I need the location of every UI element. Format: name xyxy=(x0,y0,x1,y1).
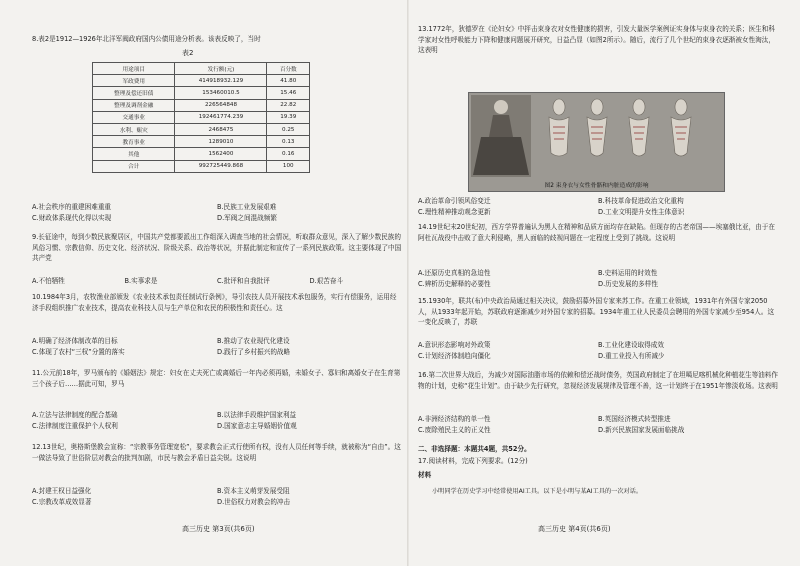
table-2-title: 表2 xyxy=(182,49,194,57)
option-d[interactable]: D.新兴民族国家发展面临挑战 xyxy=(598,426,685,434)
table-cell: 教育事业 xyxy=(93,136,175,148)
option-a[interactable]: A.政治革命引领风俗变迁 xyxy=(418,197,491,205)
table-cell: 192461774.239 xyxy=(175,111,267,123)
table-cell: 100 xyxy=(267,160,310,172)
option-a[interactable]: A.明确了经济体制改革的目标 xyxy=(32,337,118,345)
table-cell: 1289010 xyxy=(175,136,267,148)
question-8-options xyxy=(32,202,402,224)
option-b[interactable]: B.推动了农业现代化建设 xyxy=(217,337,290,345)
table-cell: 整理及调剂金融 xyxy=(93,99,175,111)
option-a[interactable]: A.立法与法律制度的配合基础 xyxy=(32,411,118,419)
option-d[interactable]: D.历史发展的多样性 xyxy=(598,280,658,288)
option-c[interactable]: C.宗教改革成效显著 xyxy=(32,498,92,506)
option-c[interactable]: C.废除殖民主义的正义性 xyxy=(418,426,491,434)
table-cell: 军政费用 xyxy=(93,75,175,87)
table-row xyxy=(93,99,310,111)
option-c[interactable]: C.体现了农村“三权”分置的落实 xyxy=(32,348,125,356)
option-b[interactable]: B.科技革命促进政治文化重构 xyxy=(598,197,684,205)
option-c[interactable]: C.法律制度注重保护个人权利 xyxy=(32,422,118,430)
table-cell: 19.39 xyxy=(267,111,310,123)
page-footer: 高三历史 第4页(共6页) xyxy=(538,525,611,533)
question-10-stem: 10.1984年3月，农牧渔业部颁发《农业技术承包责任制试行条例》，导引农技人员开展技术承包服务，实行有偿服务，运用经济手段组织推广农业技术，提高农业科技人员与生产单位和农民的积极性和责任心。这 xyxy=(32,293,397,312)
table-cell: 22.82 xyxy=(267,99,310,111)
table-row xyxy=(93,123,310,135)
question-13-options xyxy=(418,196,778,218)
option-b[interactable]: B.实事求是 xyxy=(124,277,158,285)
option-a[interactable]: A.非洲经济结构的单一性 xyxy=(418,415,491,423)
question-9-options xyxy=(32,276,402,287)
page-footer: 高三历史 第3页(共6页) xyxy=(182,525,255,533)
table-cell: 合计 xyxy=(93,160,175,172)
material-label: 材料 xyxy=(418,471,432,479)
option-d[interactable]: D.工业文明提升女性主体意识 xyxy=(598,208,685,216)
option-c[interactable]: C.财政体系现代化得以实现 xyxy=(32,214,112,222)
table-cell: 1562400 xyxy=(175,148,267,160)
option-b[interactable]: B.以法律手段维护国家利益 xyxy=(217,411,297,419)
table-cell: 水利、赈灾 xyxy=(93,123,175,135)
table-row xyxy=(93,160,310,172)
question-16-options xyxy=(418,414,778,436)
table-cell: 992725449.868 xyxy=(175,160,267,172)
table-row xyxy=(93,148,310,160)
table-row xyxy=(93,87,310,99)
table-cell: 153460010.5 xyxy=(175,87,267,99)
question-11-stem: 11.公元前18年，罗马颁布的《婚姻法》规定：妇女在丈夫死亡或离婚后一年内必须再婚，未婚女子、寡妇和离婚女子在生育第三个孩子后……据此可知，罗马 xyxy=(32,369,401,388)
table-cell: 41.80 xyxy=(267,75,310,87)
table-cell: 整理及偿还旧债 xyxy=(93,87,175,99)
option-d[interactable]: D.践行了乡村振兴的战略 xyxy=(217,348,291,356)
option-a[interactable]: A.不怕牺牲 xyxy=(32,277,65,285)
corset-illustration-icon xyxy=(469,93,724,191)
option-b[interactable]: B.英国经济模式转型推进 xyxy=(598,415,671,423)
table-header-cell: 百分数 xyxy=(267,63,310,75)
option-a[interactable]: A.封建王权日益强化 xyxy=(32,487,92,495)
option-b[interactable]: B.史料运用的时效性 xyxy=(598,269,658,277)
table-header-cell: 发行额(元) xyxy=(175,63,267,75)
question-8-stem: 8.表2是1912—1926年北洋军阀政府国内公债用途分析表。该表反映了，当时 xyxy=(32,35,261,43)
question-14-stem: 14.19世纪末20世纪初，西方学界普遍认为黑人在精神和品质方面均存在缺陷。但现存的古老帝国——埃塞俄比亚，由于在阿杜瓦战役中击败了意大利侵略，黑人面临的歧视问题在一定程度上受到了挑战。这说明 xyxy=(418,223,775,242)
table-cell: 414918932.129 xyxy=(175,75,267,87)
option-b[interactable]: B.资本主义萌芽发展受阻 xyxy=(217,487,290,495)
question-14-options xyxy=(418,268,778,290)
question-15-stem: 15.1930年，联共(布)中央政治局通过相关决议，鼓励招募外国专家来苏工作。在重工业领域，1931年有外国专家2050人，从1933年起开始，苏联政府逐渐减少对外国专家的招募。1934年重工业人民委员会聘用的外国专家减少至954人。这一变化反映了，苏联 xyxy=(418,297,775,326)
question-17-stem: 17.阅读材料，完成下列要求。(12分) xyxy=(418,457,528,465)
table-header-cell: 用途项目 xyxy=(93,63,175,75)
table-cell: 其他 xyxy=(93,148,175,160)
option-b[interactable]: B.民族工业发展艰难 xyxy=(217,203,277,211)
table-cell: 2468475 xyxy=(175,123,267,135)
question-12-options xyxy=(32,486,402,508)
option-c[interactable]: C.辨析历史解释的必要性 xyxy=(418,280,491,288)
question-12-stem: 12.13世纪，奥格斯堡教会宣称：“宗教事务管理宽松”，要求教会正式行使所有权，没有人员任何等手续，就被称为“自由”。这一做法导致了世俗阶层对教会的批判加剧，市民与教会矛盾日益尖锐。这说明 xyxy=(32,443,401,462)
table-cell: 226564848 xyxy=(175,99,267,111)
table-cell: 交通事业 xyxy=(93,111,175,123)
question-9-stem: 9.长征途中，每到少数民族聚居区，中国共产党都要派出工作组深入调查当地的社会情况，听取群众意见，深入了解少数民族的风俗习惯、宗教信仰、历史文化、经济状况、阶级关系、政治等状况，并据此制定和宣传了一系列民族政策。这主要体现了中国共产党 xyxy=(32,233,402,262)
option-a[interactable]: A.意识形态影响对外政策 xyxy=(418,341,491,349)
question-13-stem: 13.1772年，狄德罗在《论妇女》中抨击束身衣对女性健康的损害，引发大量医学案例证实身体与束身衣的关系；医生和科学家对女性呼吸能力下降和健康问题展开研究，日益凸显（如图2所示）。随后，流行了几个世纪的束身衣逐渐被女性淘汰，这表明 xyxy=(418,25,775,54)
table-row xyxy=(93,111,310,123)
option-d[interactable]: D.重工业投入有所减少 xyxy=(598,352,665,360)
material-text: 小明同学在历史学习中经常使用AI工具。以下是小明与某AI工具的一次对话。 xyxy=(432,488,643,495)
table-cell: 0.13 xyxy=(267,136,310,148)
option-c[interactable]: C.批评和自我批评 xyxy=(217,277,270,285)
option-a[interactable]: A.社会秩序的重建困难重重 xyxy=(32,203,112,211)
table-cell: 15.46 xyxy=(267,87,310,99)
table-cell: 0.16 xyxy=(267,148,310,160)
option-d[interactable]: D.世俗权力对教会的冲击 xyxy=(217,498,291,506)
table-row xyxy=(93,136,310,148)
figure-caption: 图2 束身衣与女性骨骼和内脏造成的影响 xyxy=(544,183,649,189)
corset-figure xyxy=(468,92,725,192)
question-16-stem: 16.第二次世界大战后，为减少对国际油脂市场的依赖和偿还战时债务，英国政府制定了在坦噶尼喀机械化种植花生等油料作物的计划，史称“花生计划”。由于缺少先行研究，忽视经济发展规律及管理不善，这一计划终于在1951年惨淡收场。这表明 xyxy=(418,371,778,390)
option-d[interactable]: D.军阀之间混战频繁 xyxy=(217,214,277,222)
question-15-options xyxy=(418,340,778,362)
exam-page-4 xyxy=(418,0,778,566)
option-b[interactable]: B.工业化建设取得成效 xyxy=(598,341,664,349)
option-a[interactable]: A.还原历史真相的急迫性 xyxy=(418,269,491,277)
section-2-heading: 二、非选择题：本题共4题，共52分。 xyxy=(418,445,531,453)
table-cell: 0.25 xyxy=(267,123,310,135)
option-d[interactable]: D.国家意志主导婚姻价值观 xyxy=(217,422,297,430)
page-fold xyxy=(407,0,409,566)
table-header-row xyxy=(93,63,310,75)
option-d[interactable]: D.艰苦奋斗 xyxy=(309,277,344,285)
option-c[interactable]: C.理性精神推动观念更新 xyxy=(418,208,491,216)
table-row xyxy=(93,75,310,87)
bond-usage-table xyxy=(92,62,310,173)
option-c[interactable]: C.计划经济体制趋向僵化 xyxy=(418,352,491,360)
question-11-options xyxy=(32,410,402,432)
question-10-options xyxy=(32,336,402,358)
exam-page-3 xyxy=(32,0,402,566)
